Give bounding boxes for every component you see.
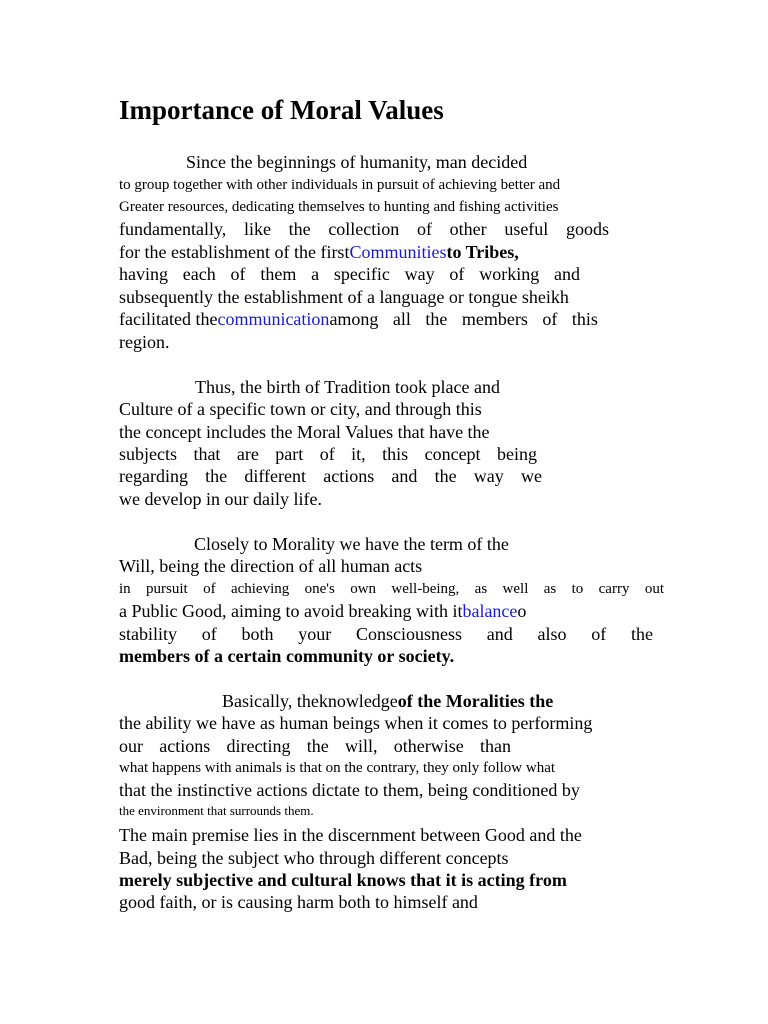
- paragraph-2-line-3: the concept includes the Moral Values that have the: [119, 422, 490, 442]
- paragraph-5-line-4: good faith, or is causing harm both to himself and: [119, 892, 478, 912]
- paragraph-1-line-7: subsequently the establishment of a language or tongue sheikh: [119, 287, 569, 307]
- paragraph-4-line-1-text: Basically, the: [222, 691, 319, 711]
- paragraph-1-line-5: [119, 241, 519, 263]
- paragraph-3-line-6: members of a certain community or society.: [119, 646, 455, 666]
- paragraph-4-line-2: the ability we have as human beings when it comes to performing: [119, 713, 593, 733]
- paragraph-1-line-5-bold: to Tribes,: [446, 242, 519, 262]
- paragraph-4-line-6: the environment that surrounds them.: [119, 803, 314, 818]
- paragraph-2-line-6: we develop in our daily life.: [119, 489, 322, 509]
- document-title: Importance of Moral Values: [119, 95, 444, 125]
- paragraph-1-line-3: Greater resources, dedicating themselves to hunting and fishing activities: [119, 199, 559, 215]
- paragraph-4-line-5: that the instinctive actions dictate to them, being conditioned by: [119, 780, 580, 800]
- paragraph-1-line-5-text: for the establishment of the first: [119, 242, 350, 262]
- paragraph-4-line-3: our actions directing the will, otherwise than: [119, 736, 511, 756]
- paragraph-4-line-1-bold: of the Moralities the: [397, 691, 554, 711]
- paragraph-4-line-4: what happens with animals is that on the contrary, they only follow what: [119, 760, 556, 776]
- paragraph-1-line-1: Since the beginnings of humanity, man decided: [186, 152, 528, 172]
- paragraph-1-line-6: having each of them a specific way of working and: [119, 264, 580, 284]
- paragraph-1-line-2: to group together with other individuals in pursuit of achieving better and: [119, 177, 561, 193]
- communities-link[interactable]: Communities: [349, 242, 447, 262]
- paragraph-3-line-5: stability of both your Consciousness and also of the: [119, 624, 653, 644]
- paragraph-3-line-4-rest: o: [517, 601, 527, 621]
- paragraph-1-line-8-rest: among all the members of this: [329, 309, 598, 329]
- balance-link[interactable]: balance: [462, 601, 518, 621]
- paragraph-5-line-2: Bad, being the subject who through different concepts: [119, 848, 509, 868]
- paragraph-1-line-8: [119, 308, 653, 330]
- paragraph-3-line-4-text: a Public Good, aiming to avoid breaking with it: [119, 601, 463, 621]
- paragraph-1-line-4: fundamentally, like the collection of other useful goods: [119, 219, 609, 239]
- paragraph-2-line-4: subjects that are part of it, this concept being: [119, 444, 537, 464]
- paragraph-3-line-4: [119, 600, 526, 622]
- paragraph-2-line-1: Thus, the birth of Tradition took place and: [195, 377, 500, 397]
- communication-link[interactable]: communication: [217, 309, 330, 329]
- paragraph-3-line-2: Will, being the direction of all human acts: [119, 556, 423, 576]
- paragraph-3-line-3: in pursuit of achieving one's own well-being, as well as to carry out: [119, 581, 664, 597]
- paragraph-2-line-2: Culture of a specific town or city, and through this: [119, 399, 482, 419]
- paragraph-1-line-8-text: facilitated the: [119, 309, 218, 329]
- paragraph-2-line-5: regarding the different actions and the way we: [119, 466, 542, 486]
- paragraph-3-line-1: Closely to Morality we have the term of the: [194, 534, 509, 554]
- paragraph-5-line-1: The main premise lies in the discernment between Good and the: [119, 825, 582, 845]
- paragraph-5-line-3: merely subjective and cultural knows that it is acting from: [119, 870, 567, 890]
- paragraph-1-line-9: region.: [119, 332, 170, 352]
- paragraph-4-line-1: [222, 690, 553, 712]
- paragraph-4-line-1-knowledge: knowledge: [318, 691, 398, 711]
